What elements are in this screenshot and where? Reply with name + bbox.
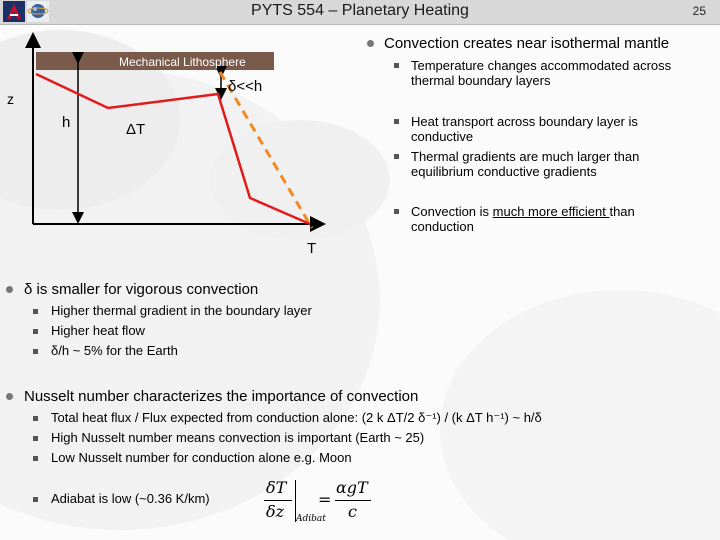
efficiency-after: than conduction (411, 204, 635, 234)
bullet-square (33, 309, 38, 314)
right-bullet-4 (411, 204, 691, 234)
right-bullet-3: Thermal gradients are much larger than equilibrium conductive gradients (411, 149, 640, 179)
formula-subscript: Adibat (296, 514, 326, 524)
formula-rhs-num: αgT (336, 478, 368, 497)
bullet-square (33, 349, 38, 354)
delta-heading: δ is smaller for vigorous convection (24, 281, 259, 298)
slide-title: PYTS 554 – Planetary Heating (251, 2, 469, 19)
temperature-profile (36, 74, 310, 224)
bullet-square (394, 119, 399, 124)
bullet-dot (6, 393, 13, 400)
lithosphere-label: Mechanical Lithosphere (119, 55, 246, 69)
bullet-square (394, 154, 399, 159)
header-bar (0, 0, 720, 25)
bullet-square (394, 209, 399, 214)
nusselt-heading: Nusselt number characterizes the importance of convection (24, 388, 419, 405)
nusselt-bullet-1: Total heat flux / Flux expected from conduction alone: (2 k ΔT/2 δ⁻¹) / (k ΔT h⁻¹) ~ h/δ (51, 410, 542, 425)
bullet-dot (6, 286, 13, 293)
z-label: z (7, 91, 14, 107)
convection-heading: Convection creates near isothermal mantle (384, 35, 670, 52)
t-axis-label: T (307, 240, 317, 257)
formula-lhs-bar (264, 500, 292, 501)
deltaT-label: ΔT (126, 121, 146, 138)
bullet-square (33, 456, 38, 461)
bullet-square (394, 63, 399, 68)
delta-label: δ<<h (228, 78, 263, 95)
formula-rhs-den: c (348, 502, 357, 521)
h-label: h (62, 114, 71, 131)
slide-number: 25 (692, 4, 706, 18)
bullet-square (33, 497, 38, 502)
formula-rhs-bar (335, 500, 371, 501)
nusselt-bullet-2: High Nusselt number means convection is important (Earth ~ 25) (51, 430, 425, 445)
nusselt-bullet-3: Low Nusselt number for conduction alone e.g. Moon (51, 450, 352, 465)
bullet-dot (367, 40, 374, 47)
delta-bullet-3: δ/h ~ 5% for the Earth (51, 343, 178, 358)
formula-equals: = (318, 490, 332, 509)
right-bullet-2: Heat transport across boundary layer is conductive (411, 114, 638, 144)
delta-bullet-1: Higher thermal gradient in the boundary layer (51, 303, 312, 318)
formula-lhs-den: δz (266, 502, 285, 521)
bullet-square (33, 436, 38, 441)
bullet-square (33, 416, 38, 421)
right-bullet-1: Temperature changes accommodated across thermal boundary layers (411, 58, 672, 88)
bullet-square (33, 329, 38, 334)
adiabat-formula (262, 478, 382, 530)
adiabat-text: Adiabat is low (~0.36 K/km) (51, 491, 210, 506)
efficiency-underlined: much more efficient (492, 204, 610, 219)
delta-bullet-2: Higher heat flow (51, 323, 145, 338)
formula-lhs-num: δT (266, 478, 287, 497)
efficiency-before: Convection is (411, 204, 493, 219)
